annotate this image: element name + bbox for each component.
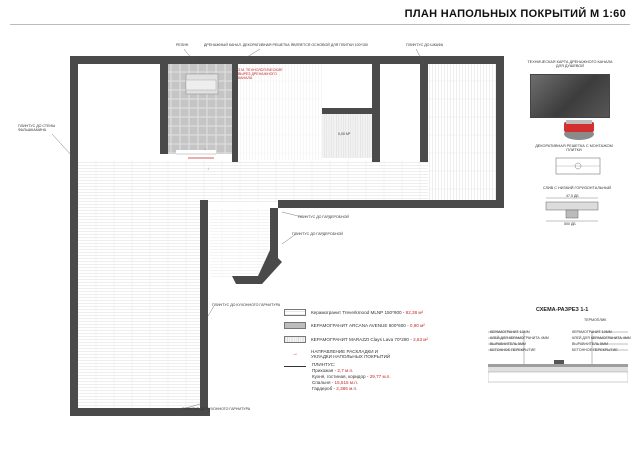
baseboard-header: ПЛИНТУС: — [312, 362, 336, 367]
drain-photo — [530, 74, 610, 118]
note-tech-cutout: 3 М. ТЕХНОЛОГИЧЕСКИЕ ВЫРЕЗ ДРЕНАЖНОГО КАНАЛА — [238, 68, 283, 81]
section-diagram — [488, 326, 628, 386]
drain-grate-illustration — [556, 116, 602, 142]
section-left-label: КЛЕЙ ДЛЯ КЕРАМОГРАНИТА 4ММ — [490, 336, 549, 340]
section-right-label: КЛЕЙ ДЛЯ КЕРАМОГРАНИТА 4ММ — [572, 336, 631, 340]
shower-fixture — [186, 80, 216, 90]
baseboard-row: Спальня - 15,515 м.п. — [312, 380, 359, 385]
legend-swatch-clays — [284, 336, 306, 343]
note-baseboard-wall: ПЛИНТУС ДО СТЕНЫ ФАЛЬШКАМИНА — [18, 124, 56, 133]
section-left-label: КЕРАМОГРАНИТ 10ММ — [490, 330, 530, 334]
note-drain-channel: ДРЕНАЖНЫЙ КАНАЛ. ДЕКОРАТИВНАЯ РЕШЕТКА ЯВЛЯЕТСЯ ОСНОВОЙ ДЛЯ ПЛИТКИ 100*150 — [204, 43, 368, 47]
baseboard-line-icon — [284, 366, 306, 367]
direction-arrow-1: → — [203, 146, 207, 151]
note-baseboard-kitchen-1: ПЛИНТУС ДО КУХОННОГО ГАРНИТУРА — [212, 303, 281, 307]
note-riser: РЕЛИН — [176, 43, 189, 47]
legend-direction-label: НАПРАВЛЕНИЕ РАСКЛАДКИ И УКЛАДКИ НАПОЛЬНЫХ ПОКРЫТИЙ — [311, 349, 391, 360]
floor-partial — [210, 208, 270, 278]
direction-arrow-icon: → — [292, 351, 298, 358]
wall-inner-1 — [160, 64, 168, 154]
dim-bottom: 500 ДБ — [564, 222, 576, 226]
wall-right-top — [496, 56, 504, 208]
drain-section-sketch — [540, 194, 604, 224]
area-label-small: 0,00 М² — [338, 132, 351, 136]
legend-label-clays: КЕРАМОГРАНИТ MARAZZI Clays Lava 70*280 - — [311, 337, 414, 342]
floor-right-room — [428, 64, 498, 204]
section-left-label: ВЫРАВНИТЕЛЬ 5ММ — [490, 342, 527, 346]
horizontal-caption: СЛИВ С НИЗКИЙ ГОРИЗОНТАЛЬНЫЙ — [542, 186, 612, 190]
wall-right-bottom — [278, 200, 504, 208]
legend-item-clays — [284, 336, 428, 343]
note-baseboard-dressing-1: ПЛИНТУС ДО ГАРДЕРОБНОЙ — [298, 215, 349, 219]
wall-inner-4 — [420, 64, 428, 162]
page-title: ПЛАН НАПОЛЬНЫХ ПОКРЫТИЙ М 1:60 — [404, 8, 626, 20]
legend-label-plank: Керамогранит Treverkmood MLNP 150*900 - — [311, 310, 406, 315]
legend-value-plank: 82,38 м² — [405, 310, 424, 315]
note-baseboard-dressing-2: ПЛИНТУС ДО ГАРДЕРОБНОЙ — [292, 232, 343, 236]
wall-inner-5 — [200, 200, 208, 415]
legend-swatch-avenue — [284, 322, 306, 329]
grate-caption: ДЕКОРАТИВНАЯ РЕШЕТКА С МОНТАЖОМ ПЛИТКИ — [535, 144, 613, 153]
grate-sketch — [552, 152, 604, 182]
legend-label-avenue: КЕРАМОГРАНИТ ARCANA AVENUE 600*600 - — [311, 323, 410, 328]
note-baseboard-wardrobe: ПЛИНТУС ДО ШКАФА — [406, 43, 444, 47]
wall-top — [70, 56, 504, 64]
legend-value-avenue: 0,90 м² — [409, 323, 425, 328]
dim-top: 47,5 ДБ — [566, 194, 579, 198]
wall-left-lower — [70, 156, 78, 416]
wall-left — [70, 56, 78, 156]
legend-value-clays: 2,63 м² — [413, 337, 428, 342]
direction-arrow-2: ↓ — [207, 166, 209, 171]
wall-inner-3 — [372, 64, 380, 162]
baseboard-row: Кухня, гостиная, коридор - 29,77 м.п. — [312, 374, 391, 379]
legend-item-avenue — [284, 322, 425, 329]
legend-item-plank — [284, 309, 423, 316]
note-baseboard-kitchen-2: ПЛИНТУС ДО КУХОННОГО ГАРНИТУРА — [182, 407, 251, 411]
floor-left-room — [78, 200, 202, 408]
baseboard-row: Гардероб - 2,386 м.п. — [312, 386, 358, 391]
legend-swatch-plank — [284, 309, 306, 316]
section-title: СХЕМА-РАЗРЕЗ 1-1 — [536, 307, 589, 313]
section-left-label: БЕТОННОЕ ПЕРЕКРЫТИЕ — [490, 348, 536, 352]
wall-inner-7 — [322, 108, 372, 114]
section-right-label: КЕРАМОГРАНИТ 10ММ — [572, 330, 612, 334]
section-right-label: ТЕРМОПЛИК — [584, 318, 607, 322]
section-right-label: ВЫРАВНИТЕЛЬ 5ММ — [572, 342, 609, 346]
section-right-label: БЕТОННОЕ ПЕРЕКРЫТИЕ — [572, 348, 618, 352]
drain-map-title: ТЕХНИЧЕСКАЯ КАРТА ДРЕНАЖНОГО КАНАЛА ДЛЯ ДУШЕВОЙ — [527, 60, 613, 69]
legend-item-direction — [284, 349, 391, 360]
baseboard-row: Прихожая - 2,7 м.п. — [312, 368, 354, 373]
